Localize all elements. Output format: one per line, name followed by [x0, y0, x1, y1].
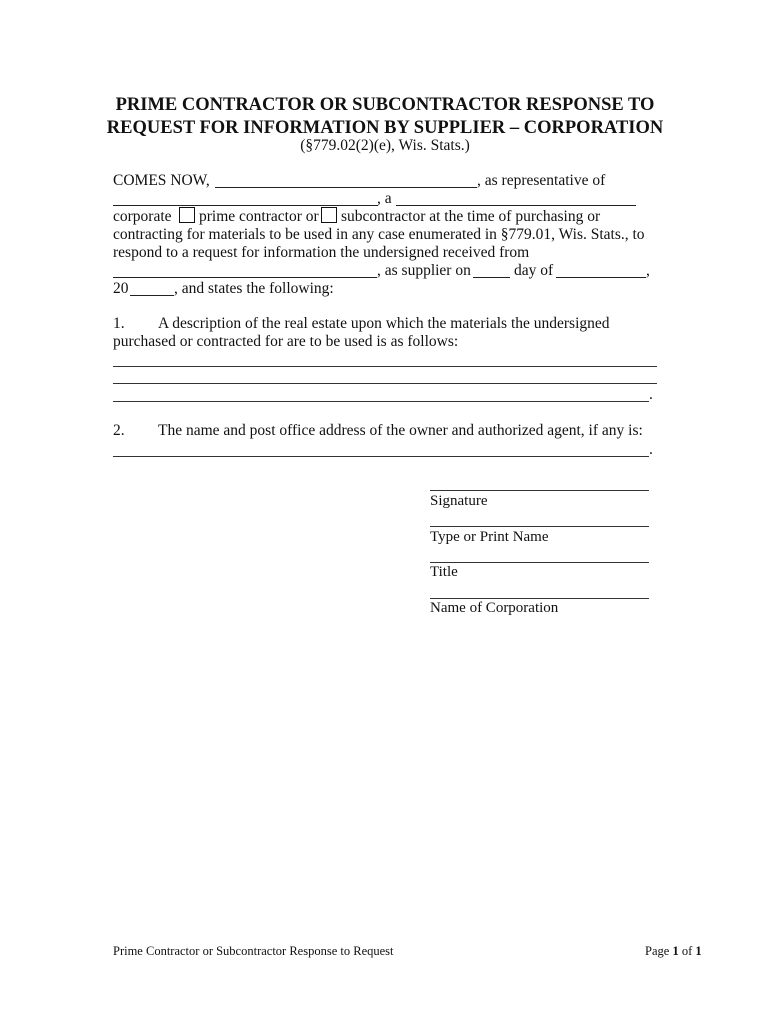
corporation-name-label: Name of Corporation — [430, 600, 559, 616]
print-name-line[interactable] — [430, 526, 649, 527]
supplier-name-field[interactable] — [113, 277, 377, 278]
signature-line[interactable] — [430, 490, 649, 491]
page-label: Page — [645, 944, 670, 958]
form-title-line-2: REQUEST FOR INFORMATION BY SUPPLIER – CORPORATION — [106, 118, 664, 138]
year-field[interactable] — [130, 295, 174, 296]
prime-contractor-label: prime contractor or — [199, 208, 319, 225]
subcontractor-label: subcontractor at the time of purchasing or — [341, 208, 601, 225]
item-2-text: The name and post office address of the owner and authorized agent, if any is: — [158, 422, 643, 439]
prime-contractor-checkbox[interactable] — [179, 207, 195, 223]
representative-name-field[interactable] — [215, 187, 477, 188]
item-1-number: 1. — [113, 315, 125, 332]
title-label: Title — [430, 564, 458, 580]
intro-text-line-3: contracting for materials to be used in any case enumerated in §779.01, Wis. Stats., to — [113, 226, 645, 243]
page-current: 1 — [672, 944, 679, 958]
footer-document-title: Prime Contractor or Subcontractor Response to Request — [113, 944, 394, 958]
states-following-text: , and states the following: — [174, 280, 334, 297]
real-estate-description-line-1[interactable] — [113, 366, 657, 367]
month-field[interactable] — [556, 277, 646, 278]
day-field[interactable] — [473, 277, 510, 278]
item-1-end-period: . — [649, 386, 653, 403]
as-representative-label: , as representative of — [477, 172, 606, 189]
a-label: , a — [377, 190, 392, 207]
as-supplier-label: , as supplier on — [377, 262, 471, 279]
item-1-text-line-1: A description of the real estate upon which the materials the undersigned — [158, 315, 610, 332]
page-number — [645, 944, 702, 959]
item-1-text-line-2: purchased or contracted for are to be used is as follows: — [113, 333, 459, 350]
owner-address-line[interactable] — [113, 456, 649, 457]
subcontractor-checkbox[interactable] — [321, 207, 337, 223]
print-name-label: Type or Print Name — [430, 529, 549, 545]
signature-label: Signature — [430, 493, 488, 509]
statute-reference: (§779.02(2)(e), Wis. Stats.) — [300, 137, 470, 154]
corporation-state-field[interactable] — [396, 205, 636, 206]
page-of: of — [681, 944, 693, 958]
corporation-name-line[interactable] — [430, 598, 649, 599]
intro-text-line-4: respond to a request for information the undersigned received from — [113, 244, 530, 261]
day-of-label: day of — [514, 262, 554, 279]
comes-now-label: COMES NOW, — [113, 172, 210, 189]
corporation-name-field[interactable] — [113, 205, 378, 206]
item-2-end-period: . — [649, 441, 653, 458]
real-estate-description-line-2[interactable] — [113, 383, 657, 384]
comma-text: , — [646, 262, 650, 279]
title-line[interactable] — [430, 562, 649, 563]
real-estate-description-line-3[interactable] — [113, 401, 649, 402]
year-prefix: 20 — [113, 280, 129, 297]
item-2-number: 2. — [113, 422, 125, 439]
form-title-line-1: PRIME CONTRACTOR OR SUBCONTRACTOR RESPONSE TO — [115, 95, 655, 115]
corporate-label: corporate — [113, 208, 172, 225]
page-total: 1 — [695, 944, 702, 958]
